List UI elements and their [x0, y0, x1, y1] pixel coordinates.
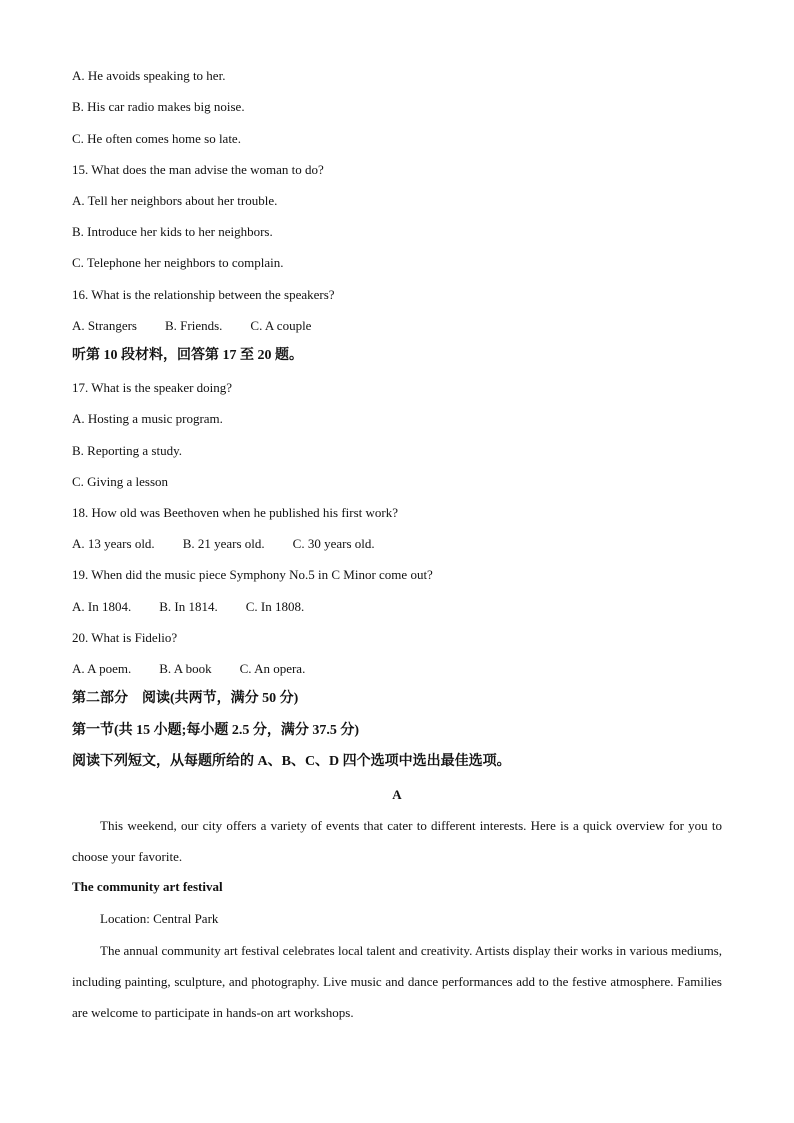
option-15a: A. Tell her neighbors about her trouble. — [72, 193, 278, 208]
part-two-heading: 第二部分 阅读(共两节，满分 50 分) — [72, 691, 299, 706]
option-20b: B. A book — [159, 661, 212, 676]
option-19c: C. In 1808. — [245, 599, 305, 614]
option-14b: B. His car radio makes big noise. — [72, 99, 245, 114]
options-20 — [72, 661, 305, 677]
option-20a: A. A poem. — [72, 661, 132, 676]
option-16b: B. Friends. — [165, 318, 223, 333]
question-20: 20. What is Fidelio? — [72, 630, 178, 645]
option-14a: A. He avoids speaking to her. — [72, 68, 226, 83]
option-14c: C. He often comes home so late. — [72, 131, 241, 146]
event-title: The community art festival — [72, 879, 223, 894]
section-heading-10: 听第 10 段材料，回答第 17 至 20 题。 — [72, 348, 303, 363]
option-17a: A. Hosting a music program. — [72, 411, 223, 426]
question-18: 18. How old was Beethoven when he published his first work? — [72, 505, 399, 520]
option-16c: C. A couple — [250, 318, 312, 333]
option-19b: B. In 1814. — [159, 599, 218, 614]
section-one-heading: 第一节(共 15 小题;每小题 2.5 分，满分 37.5 分) — [72, 723, 359, 738]
options-16 — [72, 318, 311, 334]
question-17: 17. What is the speaker doing? — [72, 380, 233, 395]
option-19a: A. In 1804. — [72, 599, 132, 614]
event-location: Location: Central Park — [100, 911, 219, 926]
option-18a: A. 13 years old. — [72, 536, 155, 551]
option-20c: C. An opera. — [239, 661, 306, 676]
option-15c: C. Telephone her neighbors to complain. — [72, 255, 284, 270]
option-15b: B. Introduce her kids to her neighbors. — [72, 224, 273, 239]
options-18 — [72, 536, 375, 552]
question-16: 16. What is the relationship between the speakers? — [72, 287, 335, 302]
option-17b: B. Reporting a study. — [72, 443, 183, 458]
option-17c: C. Giving a lesson — [72, 474, 169, 489]
passage-intro: This weekend, our city offers a variety of events that cater to different interests. Here is a quick overview for you to choose your favorite. — [72, 818, 722, 864]
passage-label: A — [392, 787, 402, 802]
reading-instructions: 阅读下列短文，从每题所给的 A、B、C、D 四个选项中选出最佳选项。 — [72, 754, 511, 769]
option-18c: C. 30 years old. — [292, 536, 375, 551]
option-16a: A. Strangers — [72, 318, 137, 333]
options-19 — [72, 599, 304, 615]
question-15: 15. What does the man advise the woman to do? — [72, 162, 324, 177]
option-18b: B. 21 years old. — [182, 536, 265, 551]
event-description: The annual community art festival celebrates local talent and creativity. Artists display their works in various mediums, including painting, sculpture, and photography. Live music and dance performances add to the festive atmosphere. Families are welcome to participate in hands-on art workshops. — [72, 943, 722, 1020]
question-19: 19. When did the music piece Symphony No.5 in C Minor come out? — [72, 567, 433, 582]
